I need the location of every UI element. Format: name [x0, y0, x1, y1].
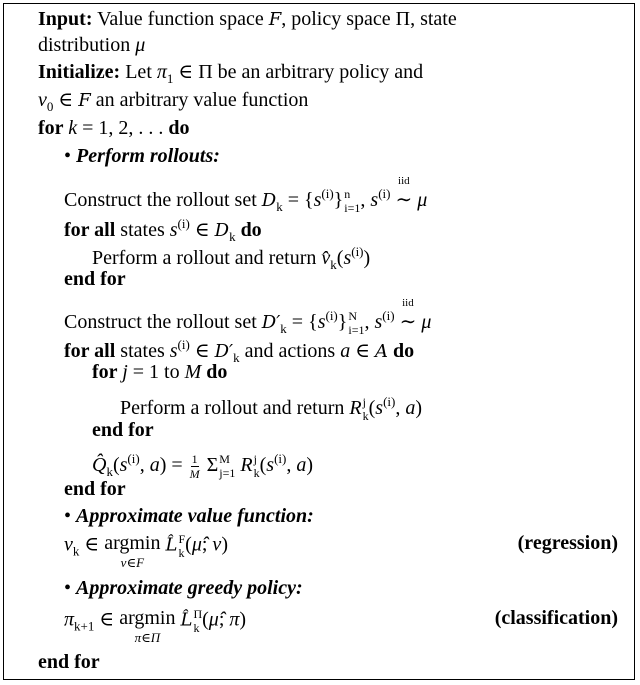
algorithm-line — [120, 390, 422, 423]
math-symbol: v̂ — [321, 247, 331, 269]
text: Let — [120, 61, 157, 83]
keyword: do — [240, 219, 262, 241]
sub-superscript — [344, 187, 360, 215]
subscript: k — [229, 229, 236, 244]
algorithm-line — [38, 61, 423, 90]
tilde: ∼ — [395, 189, 413, 211]
text: ∈ — [189, 219, 215, 241]
text: } — [333, 189, 344, 211]
superscript: F — [178, 532, 186, 546]
text: ( — [336, 247, 344, 269]
math-symbol: μ — [421, 311, 432, 333]
superscript: n — [344, 187, 351, 202]
text: ) — [306, 454, 314, 476]
algorithm-line — [92, 419, 154, 442]
superscript: (i) — [383, 394, 396, 409]
math-symbol: s — [169, 219, 178, 241]
text: = 1 to — [127, 361, 185, 383]
text: Perform a rollout and return — [120, 397, 350, 419]
superscript: (i) — [127, 451, 140, 466]
keyword: for all — [64, 219, 116, 241]
text: = { — [286, 311, 318, 333]
argmin-operator — [119, 607, 175, 645]
superscript: N — [348, 309, 358, 324]
subscript: k+1 — [74, 618, 95, 634]
math-symbol: μ̂ — [208, 608, 219, 631]
keyword: do — [206, 361, 228, 383]
equation-label: (classification) — [494, 607, 618, 629]
text: ∈ — [53, 89, 79, 111]
text: ∈ — [94, 608, 120, 631]
superscript: (i) — [177, 216, 190, 231]
algorithm-line — [64, 532, 228, 570]
algorithm-line — [92, 240, 370, 276]
keyword: end for — [64, 478, 126, 500]
math-symbol: π — [64, 608, 75, 631]
keyword: for — [38, 117, 69, 139]
superscript: (i) — [274, 451, 287, 466]
superscript: (i) — [382, 308, 395, 323]
keyword: Input: — [38, 8, 93, 30]
math-symbol: v — [212, 533, 222, 556]
calligraphic-symbol: D — [214, 220, 230, 241]
subscript: k — [280, 321, 287, 336]
text: ) = — [159, 454, 188, 476]
subscript: 0 — [46, 99, 54, 114]
subscript: i=1 — [348, 323, 365, 338]
over-text: iid — [398, 175, 410, 187]
superscript: (i) — [325, 308, 338, 323]
math-symbol: s — [370, 189, 379, 211]
superscript: (i) — [378, 186, 391, 201]
math-symbol: μ — [135, 34, 146, 56]
superscript: (i) — [351, 244, 364, 259]
math-symbol: v — [64, 533, 73, 556]
text: ) — [415, 397, 423, 419]
keyword: for all — [64, 340, 116, 362]
text: , — [395, 397, 406, 419]
keyword: Initialize: — [38, 61, 121, 83]
math-symbol: π — [156, 61, 167, 83]
text: states — [115, 340, 170, 362]
calligraphic-symbol: D — [261, 190, 277, 211]
algorithm-line — [64, 577, 303, 600]
algorithm-line — [38, 8, 457, 31]
text: ∈ — [350, 340, 375, 362]
argmin-operator — [104, 532, 160, 570]
superscript: (i) — [177, 337, 190, 352]
text: ) — [239, 608, 247, 631]
algorithm-line — [64, 145, 220, 168]
keyword: end for — [64, 268, 126, 290]
math-symbol: s — [343, 247, 352, 269]
math-symbol: a — [340, 340, 351, 362]
section-heading: Approximate greedy policy: — [76, 577, 303, 599]
subscript: k — [106, 464, 113, 479]
algorithm-line — [38, 34, 145, 57]
text: } — [337, 311, 348, 333]
text: distribution — [38, 34, 136, 56]
math-symbol: a — [149, 454, 160, 476]
math-symbol: j — [122, 361, 128, 383]
text: • — [64, 505, 77, 527]
text: , — [286, 454, 297, 476]
superscript: M — [219, 452, 230, 467]
text: , — [360, 189, 371, 211]
text: , policy space Π, state — [281, 8, 457, 30]
sub-superscript — [219, 452, 235, 480]
superscript: (i) — [321, 186, 334, 201]
calligraphic-symbol: D′ — [261, 312, 281, 333]
text: • — [64, 145, 77, 167]
superscript: Π — [193, 607, 203, 621]
keyword: end for — [92, 419, 154, 441]
math-symbol: Q̂ — [92, 454, 107, 476]
text: states — [115, 219, 170, 241]
math-symbol: s — [375, 397, 384, 419]
text: = { — [282, 189, 314, 211]
text: Σ — [201, 454, 219, 476]
subscript: k — [330, 257, 337, 272]
algorithm-line — [38, 89, 308, 118]
algorithm-line — [92, 361, 227, 384]
math-symbol: a — [296, 454, 307, 476]
fraction — [190, 452, 200, 481]
subscript: k — [178, 546, 185, 560]
keyword: for — [92, 361, 123, 383]
text: , — [139, 454, 150, 476]
math-symbol: a — [405, 397, 416, 419]
under-text: π∈Π — [134, 630, 161, 645]
subscript: k — [233, 350, 240, 365]
algorithm-line — [64, 505, 314, 528]
keyword: do — [168, 117, 190, 139]
text: ; — [218, 608, 230, 631]
text: ∈ — [189, 340, 215, 362]
operator: argmin — [119, 607, 176, 629]
calligraphic-symbol: F — [78, 90, 91, 111]
equation-label: (regression) — [517, 532, 618, 554]
math-symbol: π — [229, 608, 240, 631]
text: • — [64, 577, 77, 599]
tilde: ∼ — [399, 311, 417, 333]
keyword: end for — [38, 651, 100, 673]
algorithm-line — [64, 268, 126, 291]
text: Construct the rollout set — [64, 189, 262, 211]
math-symbol: μ̂ — [191, 533, 202, 556]
algorithm-line — [38, 117, 189, 140]
text: ∈ — [79, 533, 105, 556]
subscript: j=1 — [219, 466, 236, 481]
math-symbol: s — [374, 311, 383, 333]
calligraphic-symbol: F — [268, 9, 282, 30]
text: an arbitrary value function — [90, 89, 309, 111]
text: ( — [202, 608, 209, 631]
algorithm-line — [64, 607, 246, 645]
numerator: 1 — [191, 451, 198, 466]
text: , — [364, 311, 375, 333]
calligraphic-symbol: A — [375, 341, 388, 362]
algorithm-line — [64, 478, 126, 501]
denominator: M — [189, 466, 200, 481]
text: ( — [259, 454, 267, 476]
over-text: iid — [402, 297, 414, 309]
math-symbol: k — [68, 117, 78, 139]
math-symbol: s — [317, 311, 326, 333]
math-symbol: μ — [417, 189, 428, 211]
sub-superscript — [193, 607, 202, 635]
calligraphic-symbol: D′ — [214, 341, 234, 362]
section-heading: Approximate value function: — [76, 505, 314, 527]
math-symbol: R — [240, 454, 253, 476]
section-heading: Perform rollouts: — [76, 145, 220, 167]
text: ; — [201, 533, 213, 556]
text: ( — [112, 454, 120, 476]
subscript: k — [72, 543, 80, 559]
under-text: v∈F — [120, 555, 145, 570]
text: Construct the rollout set — [64, 311, 262, 333]
keyword: do — [393, 340, 415, 362]
text: and actions — [239, 340, 341, 362]
text: ) — [363, 247, 371, 269]
text: ∈ Π be an arbitrary policy and — [173, 61, 424, 83]
text: ( — [185, 533, 192, 556]
superscript: j — [362, 395, 366, 410]
algorithm-line — [38, 651, 100, 674]
text: ( — [368, 397, 376, 419]
math-symbol: v — [38, 89, 47, 111]
subscript: k — [276, 199, 283, 214]
subscript: 1 — [166, 71, 174, 86]
calligraphic-symbol: L̂ — [165, 534, 178, 556]
subscript: k — [193, 621, 200, 635]
iid-symbol — [399, 297, 417, 334]
text: = 1, 2, . . . — [77, 117, 169, 139]
iid-symbol — [395, 175, 413, 212]
subscript: i=1 — [344, 201, 361, 216]
math-symbol: s — [169, 340, 178, 362]
math-symbol: M — [184, 361, 202, 383]
text: Perform a rollout and return — [92, 247, 322, 269]
math-symbol: s — [266, 454, 275, 476]
math-symbol: R — [349, 397, 362, 419]
math-symbol: s — [119, 454, 128, 476]
text: ) — [221, 533, 228, 556]
math-symbol: s — [313, 189, 322, 211]
calligraphic-symbol: L̂ — [180, 609, 193, 631]
superscript: j — [253, 452, 257, 467]
subscript: k — [362, 409, 369, 424]
subscript: k — [253, 466, 260, 481]
operator: argmin — [104, 532, 161, 554]
text: Value function space — [92, 8, 269, 30]
